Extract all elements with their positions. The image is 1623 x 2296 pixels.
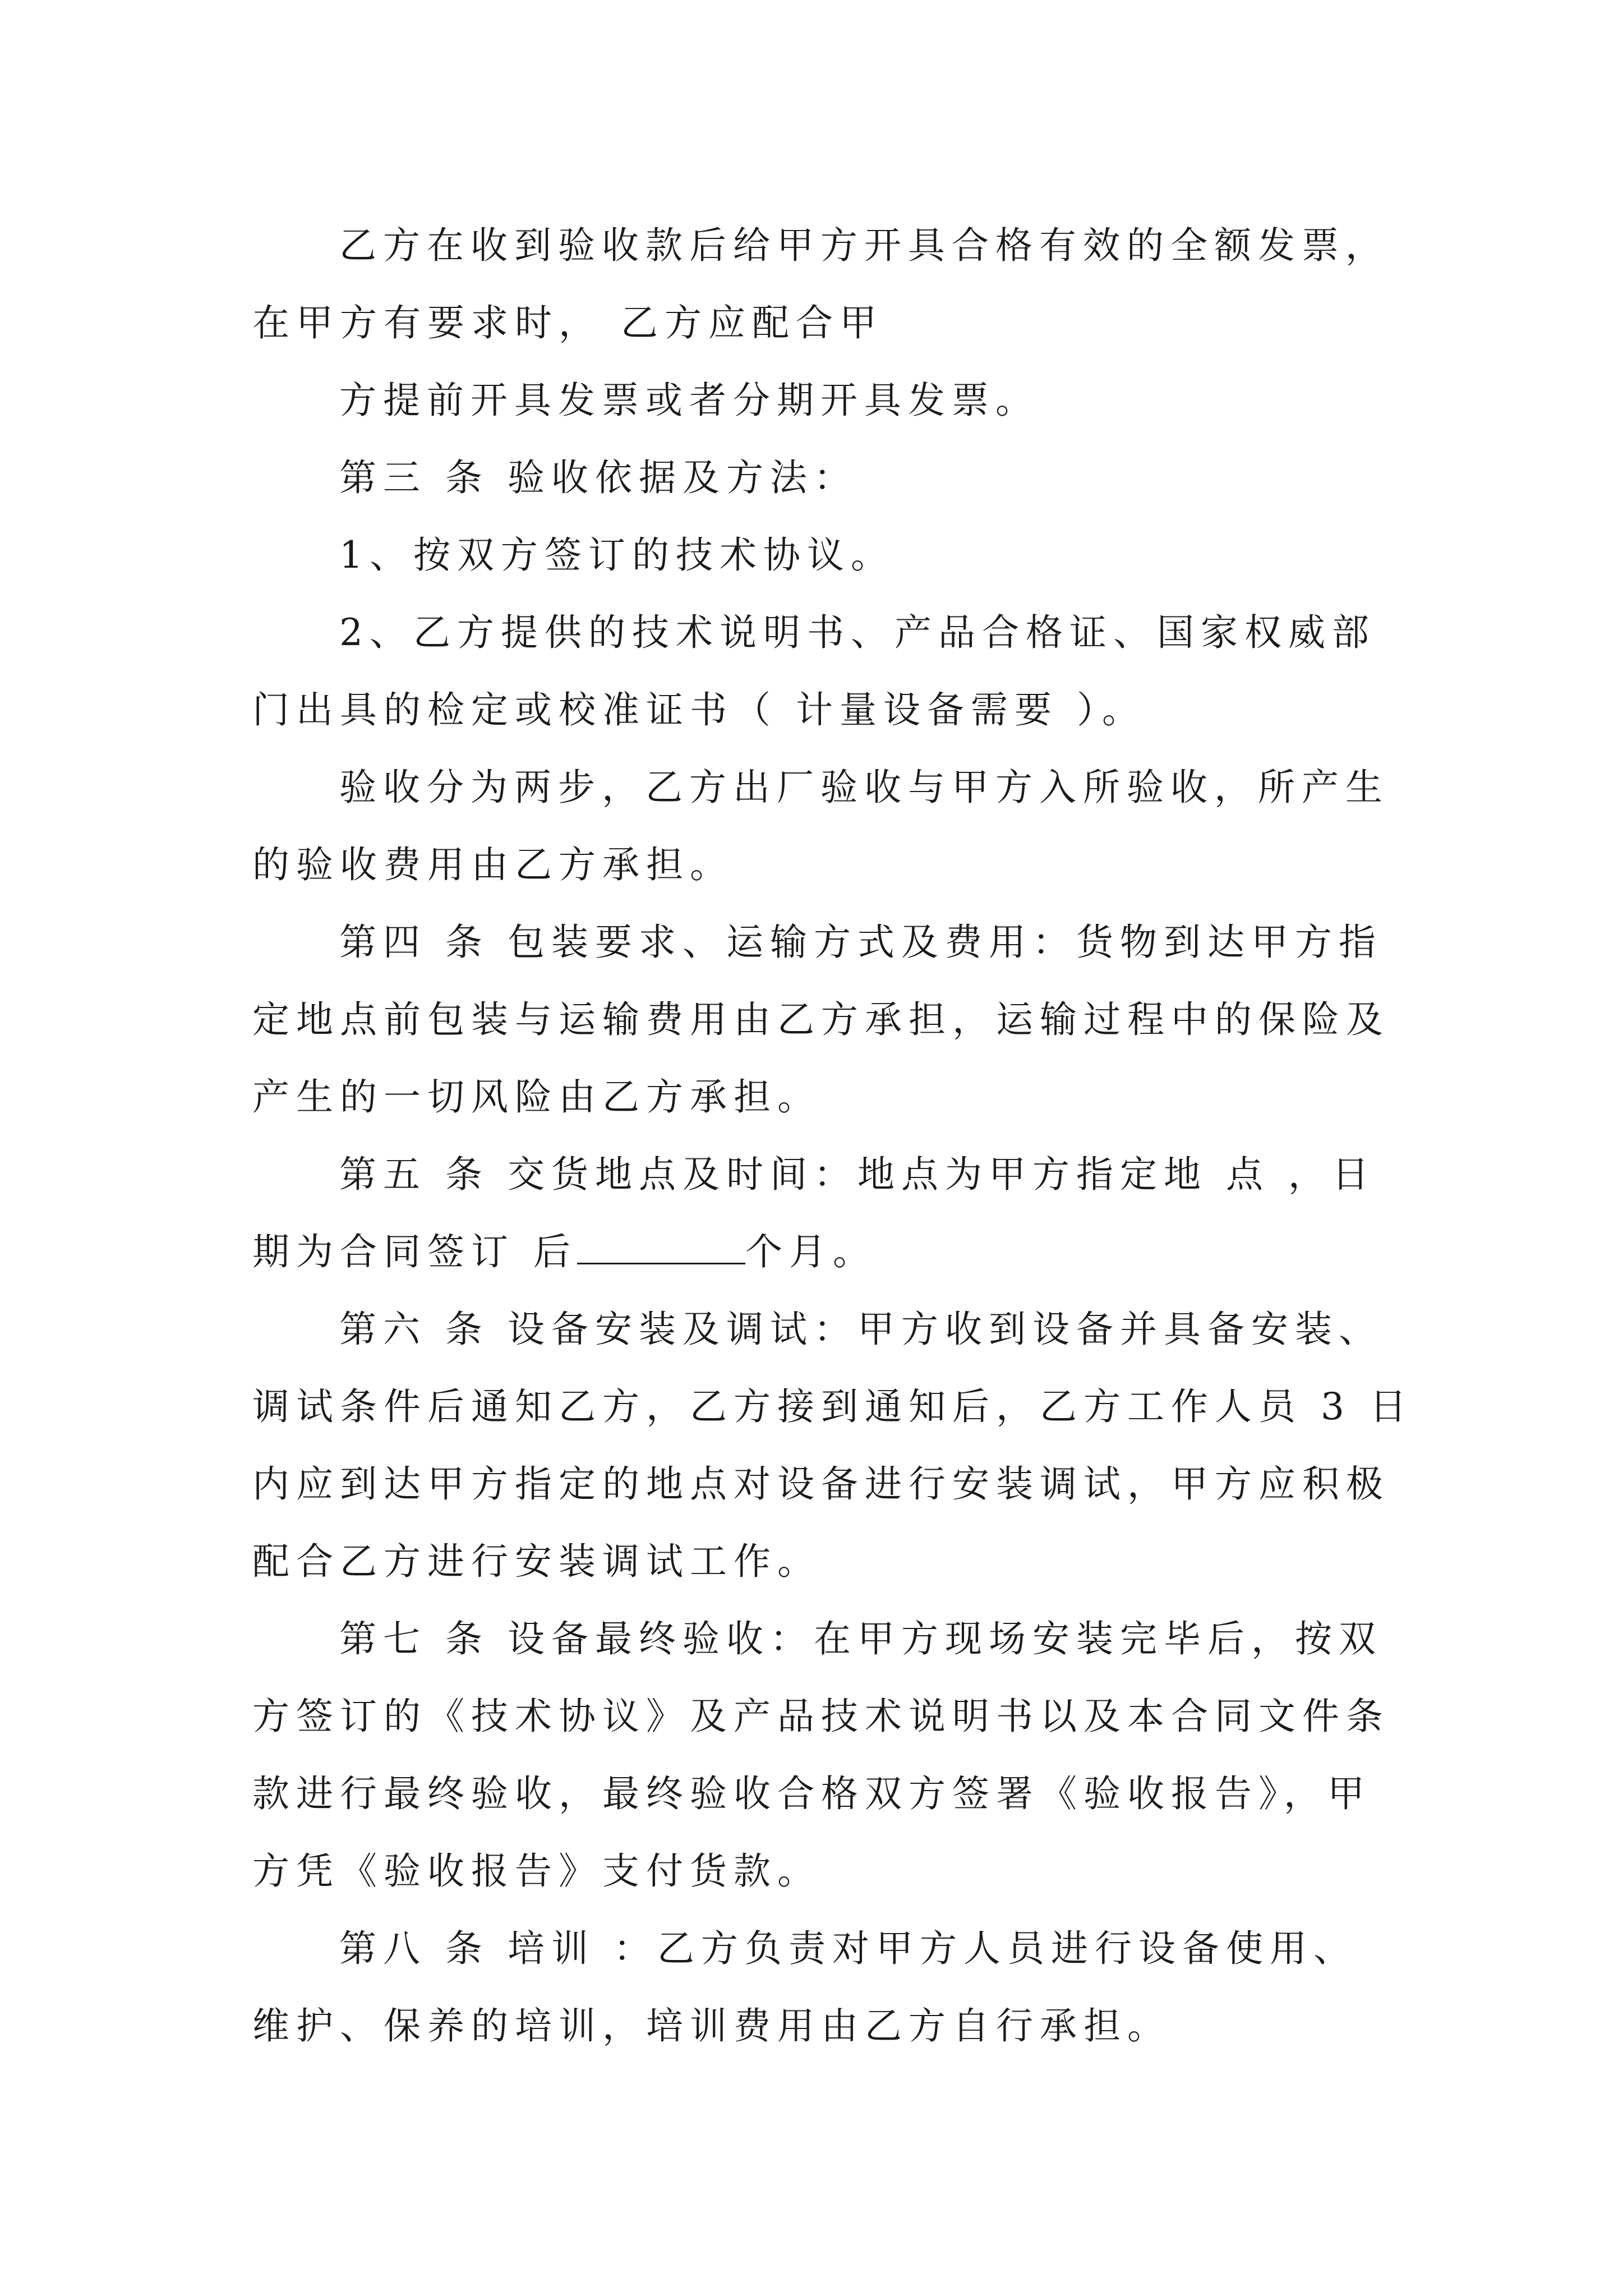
paragraph-line: 方凭《验收报告》支付货款。 (252, 1849, 821, 1893)
section-heading-line: 第七 条 设备最终验收：在甲方现场安装完毕后，按双 (339, 1617, 1382, 1660)
section-heading-line: 第六 条 设备安装及调试：甲方收到设备并具备安装、 (339, 1308, 1382, 1351)
section-heading-line: 第三 条 验收依据及方法： (339, 456, 857, 499)
line-text-before-blank: 期为合同签订 后 (252, 1230, 577, 1273)
line-text-after-blank: 个月。 (745, 1230, 877, 1273)
paragraph-line: 验收分为两步，乙方出厂验收与甲方入所验收，所产生 (339, 766, 1389, 809)
paragraph-line: 门出具的检定或校准证书（ 计量设备需要 ）。 (252, 688, 1146, 731)
paragraph-line: 维护、保养的培训，培训费用由乙方自行承担。 (252, 2004, 1171, 2047)
paragraph-line: 乙方在收到验收款后给甲方开具合格有效的全额发票， (339, 224, 1389, 267)
fill-in-blank (577, 1231, 745, 1264)
paragraph-line: 定地点前包装与运输费用由乙方承担，运输过程中的保险及 (252, 998, 1390, 1041)
list-item: 2、乙方提供的技术说明书、产品合格证、国家权威部 (339, 611, 1376, 654)
paragraph-line: 的验收费用由乙方承担。 (252, 843, 734, 886)
paragraph-line: 配合乙方进行安装调试工作。 (252, 1540, 821, 1583)
paragraph-line: 方签订的《技术协议》及产品技术说明书以及本合同文件条 (252, 1695, 1390, 1738)
paragraph-line: 在甲方有要求时， 乙方应配合甲 (252, 301, 883, 344)
paragraph-line: 方提前开具发票或者分期开具发票。 (339, 379, 1039, 422)
section-heading-line: 第八 条 培训 ：乙方负责对甲方人员进行设备使用、 (339, 1927, 1357, 1970)
paragraph-line: 内应到达甲方指定的地点对设备进行安装调试，甲方应积极 (252, 1462, 1390, 1506)
list-item: 1、按双方签订的技术协议。 (339, 533, 895, 577)
section-heading-line: 第四 条 包装要求、运输方式及费用：货物到达甲方指 (339, 921, 1382, 964)
paragraph-line: 款进行最终验收，最终验收合格双方签署《验收报告》，甲 (252, 1772, 1371, 1815)
paragraph-line: 产生的一切风险由乙方承担。 (252, 1075, 821, 1119)
paragraph-line: 调试条件后通知乙方，乙方接到通知后，乙方工作人员 3 日 (252, 1385, 1413, 1428)
section-heading-line: 第五 条 交货地点及时间：地点为甲方指定地 点 ，日 (339, 1153, 1376, 1196)
paragraph-line-with-blank (252, 1230, 1430, 1274)
